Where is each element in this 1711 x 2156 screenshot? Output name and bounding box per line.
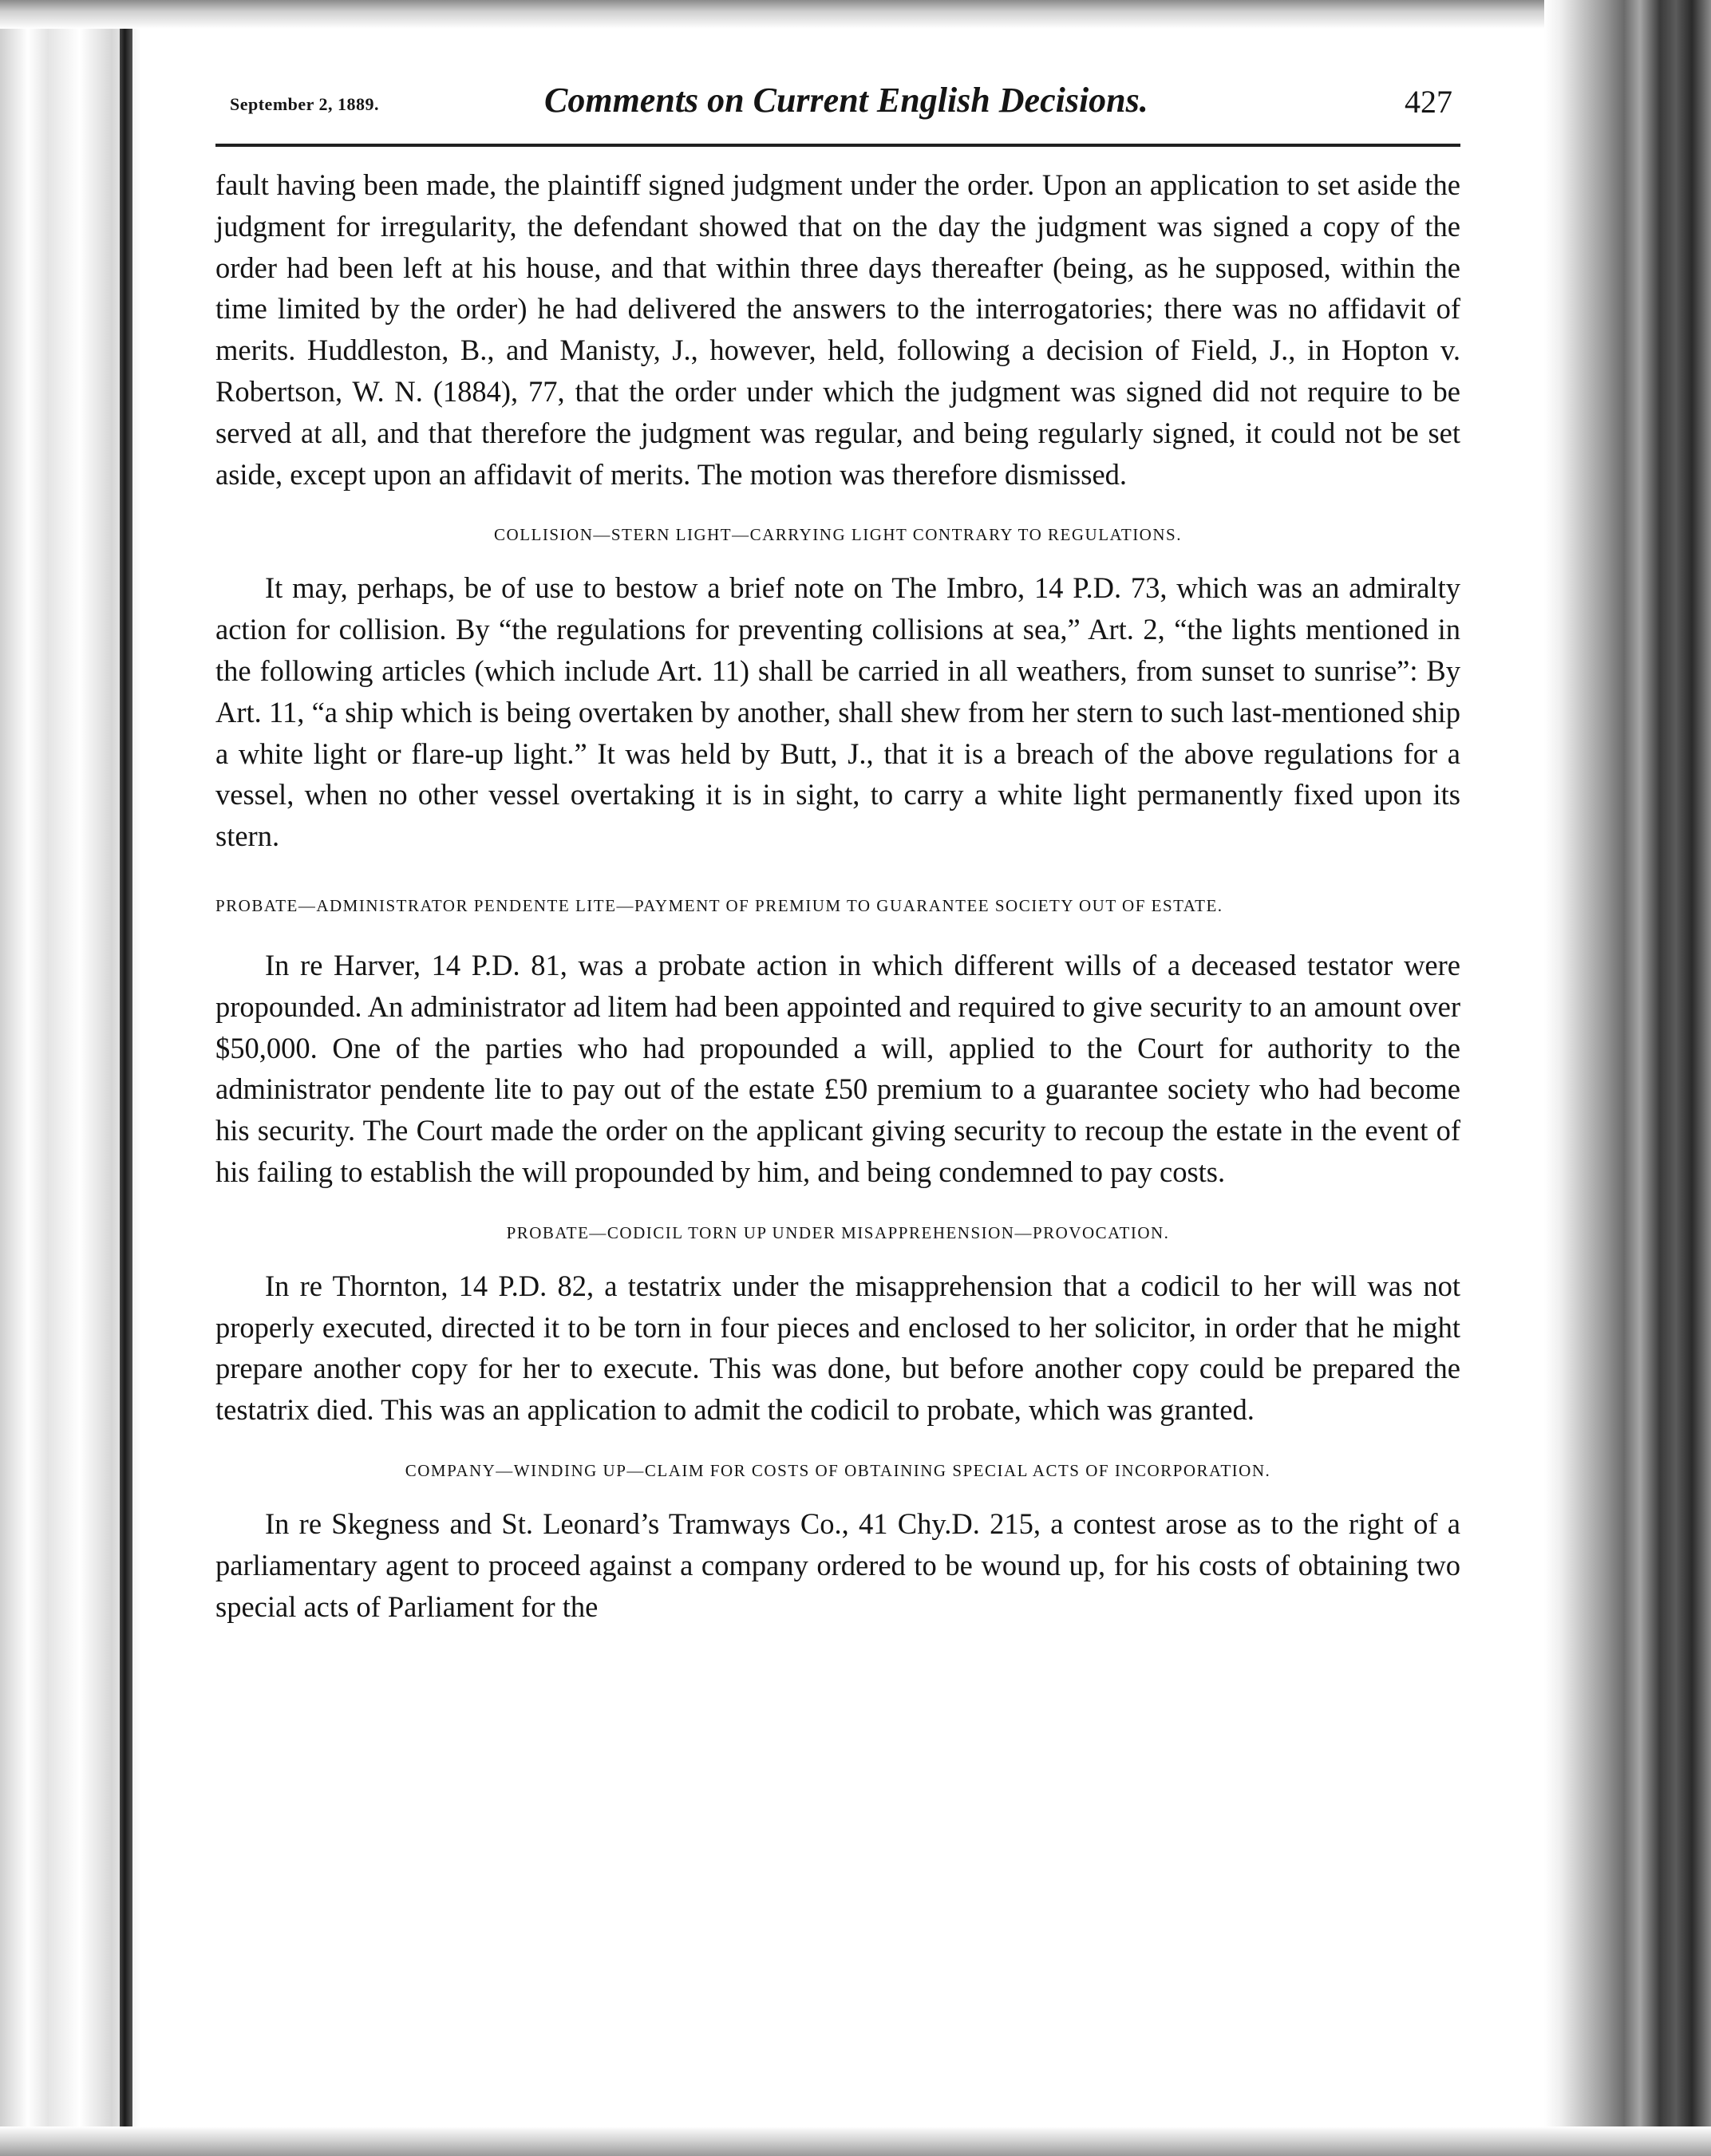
- page-number: 427: [1405, 84, 1452, 120]
- scan-right-edge: [1544, 0, 1711, 2156]
- running-head: [215, 80, 1460, 136]
- scan-binding-shadow: [120, 0, 132, 2156]
- scan-left-edge: [0, 0, 140, 2156]
- section-heading-probate-codicil: PROBATE—CODICIL TORN UP UNDER MISAPPREHENSION—PROVOCATION.: [506, 1222, 1170, 1242]
- paragraph-imbro: It may, perhaps, be of use to bestow a brief note on The Imbro, 14 P.D. 73, which was an admiralty action for collision. By “the regulations for preventing collisions at sea,” Art. 2, “the lights mentioned in the following articles (which include Art. 11) shall be carried in all weathers, from sunset to sunrise”: By Art. 11, “a ship which is being overtaken by another, shall shew from her stern to such last-mentioned ship a white light or flare-up light.” It was held by Butt, J., that it is a breach of the above regulations for a vessel, when no other vessel overtaking it is in sight, to carry a white light permanently fixed upon its stern.: [215, 571, 1460, 853]
- section-heading-collision: COLLISION—STERN LIGHT—CARRYING LIGHT CONTRARY TO REGULATIONS.: [494, 525, 1182, 545]
- section-heading-company-winding-up: COMPANY—WINDING UP—CLAIM FOR COSTS OF OBTAINING SPECIAL ACTS OF INCORPORATION.: [405, 1460, 1271, 1480]
- page-content: [215, 80, 1460, 1627]
- section-heading-probate-administrator: PROBATE—ADMINISTRATOR PENDENTE LITE—PAYMENT OF PREMIUM TO GUARANTEE SOCIETY OUT OF ESTATE.: [215, 895, 1223, 915]
- paragraph-thornton: In re Thornton, 14 P.D. 82, a testatrix under the misapprehension that a codicil to her will was not properly executed, directed it to be torn in four pieces and enclosed to her solicitor, in order that he might prepare another copy for her to execute. This was done, but before another copy could be prepared the testatrix died. This was an application to admit the codicil to probate, which was granted.: [215, 1269, 1460, 1427]
- scan-bottom-edge: [0, 2126, 1711, 2156]
- scan-top-edge: [0, 0, 1711, 29]
- running-head-date: September 2, 1889.: [230, 94, 380, 114]
- header-rule: [215, 144, 1460, 147]
- paragraph-harver: In re Harver, 14 P.D. 81, was a probate action in which different wills of a deceased testator were propounded. An administrator ad litem had been appointed and required to give security to an amount over $50,000. One of the parties who had propounded a will, applied to the Court for authority to the administrator pendente lite to pay out of the estate £50 premium to a guarantee society who had become his security. The Court made the order on the applicant giving security to recoup the estate in the event of his failing to establish the will propounded by him, and being condemned to pay costs.: [215, 948, 1460, 1188]
- paragraph-fault-judgment: fault having been made, the plaintiff signed judgment under the order. Upon an application to set aside the judgment for irregularity, the defendant showed that on the day the judgment was signed a copy of the order had been left at his house, and that within three days thereafter (being, as he supposed, within the time limited by the order) he had delivered the answers to the interrogatories; there was no affidavit of merits. Huddleston, B., and Manisty, J., however, held, following a decision of Field, J., in Hopton v. Robertson, W. N. (1884), 77, that the order under which the judgment was signed did not require to be served at all, and that therefore the judgment was regular, and being regularly signed, it could not be set aside, except upon an affidavit of merits. The motion was therefore dismissed.: [215, 168, 1460, 491]
- paragraph-skegness: In re Skegness and St. Leonard’s Tramways Co., 41 Chy.D. 215, a contest arose as to the right of a parliamentary agent to proceed against a company ordered to be wound up, for his costs of obtaining two special acts of Parliament for the: [215, 1506, 1460, 1623]
- running-head-title: Comments on Current English Decisions.: [544, 81, 1148, 120]
